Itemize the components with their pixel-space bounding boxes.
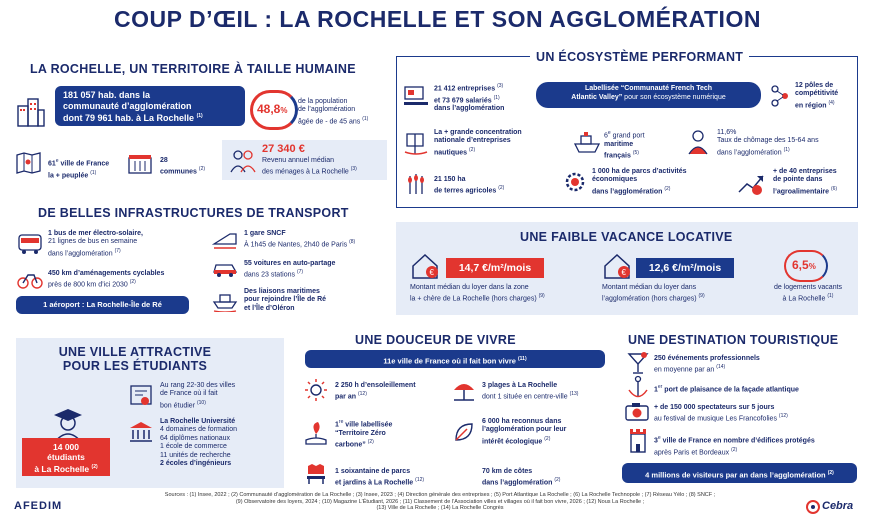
parcs-jardins-label: 1 soixantaine de parcs et jardins à La Rochelle $^{(12)}$ bbox=[335, 468, 425, 487]
edifices-label: 3e ville de France en nombre d’édifices protégés après Paris et Bordeaux $^{(2)}$ bbox=[654, 435, 815, 457]
zero-carbone-label: 1re ville labellisée “Territoire Zéro carbone” $^{(2)}$ bbox=[335, 419, 393, 449]
loyer2-label: Montant médian du loyer dans l’agglomération (hors charges) $^{(9)}$ bbox=[602, 284, 705, 303]
autopartage-label: 55 voitures en auto-partage dans 23 stations $^{(7)}$ bbox=[244, 260, 336, 279]
vacance-heading: UNE FAIBLE VACANCE LOCATIVE bbox=[520, 230, 733, 244]
vacance-value: 6,5% bbox=[792, 258, 816, 272]
pop-line-1: 181 057 hab. dans la bbox=[63, 90, 151, 100]
soleil-label: 2 250 h d’ensoleillement par an $^{(12)}$ bbox=[335, 382, 416, 401]
wheat-icon bbox=[403, 172, 429, 201]
network-icon bbox=[769, 84, 791, 113]
pop-line-3: dont 79 961 hab. à La Rochelle bbox=[63, 113, 195, 123]
revenu-label: Revenu annuel médian des ménages à La Rochelle $^{(3)}$ bbox=[262, 157, 357, 176]
port-label: 6e grand port maritime français $^{(5)}$ bbox=[604, 130, 645, 160]
tower-icon bbox=[626, 426, 650, 459]
ship-icon bbox=[573, 130, 601, 159]
university-icon bbox=[128, 420, 154, 449]
rank-label: 61e ville de France la + peuplée $^{(1)}$ bbox=[48, 158, 110, 180]
pct-value: 48,8% bbox=[257, 102, 288, 116]
entreprises-label: 21 412 entreprises $^{(3)}$ et 73 679 salariés $^{(1)}$ dans l’agglomération bbox=[434, 83, 505, 113]
leaf-icon bbox=[452, 420, 476, 449]
bicycle-icon bbox=[17, 270, 43, 295]
agricoles-label: 21 150 ha de terres agricoles $^{(2)}$ bbox=[434, 176, 505, 195]
pop-line-2: communauté d’agglomération bbox=[63, 100, 192, 111]
bus-icon bbox=[17, 232, 43, 261]
douceur-heading: UNE DOUCEUR DE VIVRE bbox=[355, 333, 516, 347]
nautiques-label: La + grande concentration nationale d’entreprises nautiques $^{(2)}$ bbox=[434, 129, 522, 157]
evenements-label: 250 événements professionnels en moyenne par an $^{(14)}$ bbox=[654, 355, 760, 374]
sun-icon bbox=[304, 378, 328, 407]
ecologique-label: 6 000 ha reconnus dans l’agglomération pour leur intérêt écologique $^{(2)}$ bbox=[482, 418, 567, 446]
velo-label: 450 km d’aménagements cyclables près de 800 km d’ici 2030 $^{(2)}$ bbox=[48, 270, 165, 289]
etudiants-count: 14 000 étudiants à La Rochelle $^{(2)}$ bbox=[22, 438, 110, 476]
sailboat-icon bbox=[403, 130, 429, 161]
ecosysteme-heading: UN ÉCOSYSTÈME PERFORMANT bbox=[530, 50, 749, 64]
population-box bbox=[55, 86, 245, 126]
svg-text:€: € bbox=[621, 268, 626, 277]
map-icon bbox=[16, 152, 42, 179]
office-icon bbox=[403, 84, 429, 115]
aeroport-badge: 1 aéroport : La Rochelle-Île de Ré bbox=[16, 296, 189, 314]
bus-label: 1 bus de mer électro-solaire, 21 lignes de bus en semaine dans l’agglomération $^{(7)}$ bbox=[48, 230, 143, 258]
pct-label: de la population de l’agglomération âgée de - de 45 ans $^{(1)}$ bbox=[298, 98, 369, 126]
ferry-icon bbox=[212, 290, 238, 317]
visiteurs-badge: 4 millions de visiteurs par an dans l’agglomération $^{(2)}$ bbox=[622, 463, 857, 483]
growth-chart-icon bbox=[737, 172, 765, 201]
buildings-icon bbox=[16, 96, 46, 133]
communes-label: 28 communes $^{(2)}$ bbox=[160, 157, 206, 176]
territoire-heading: LA ROCHELLE, UN TERRITOIRE À TAILLE HUMAINE bbox=[30, 62, 356, 76]
town-hall-icon bbox=[127, 152, 153, 179]
loyer2-value: 12,6 €/m²/mois bbox=[636, 258, 734, 278]
francofolies-label: + de 150 000 spectateurs sur 5 jours au festival de musique Les Francofolies $^{(12)}$ bbox=[654, 404, 788, 423]
hand-plant-icon bbox=[304, 420, 328, 451]
vacance-label: de logements vacants à La Rochelle $^{(1)}$ bbox=[773, 284, 843, 303]
train-icon bbox=[212, 230, 238, 255]
tourisme-heading: UNE DESTINATION TOURISTIQUE bbox=[628, 333, 839, 347]
page-title: COUP D’ŒIL : LA ROCHELLE ET SON AGGLOMÉRATION bbox=[114, 6, 761, 32]
gare-label: 1 gare SNCF À 1h45 de Nantes, 2h40 de Paris $^{(8)}$ bbox=[244, 230, 356, 249]
pop-ref: (1) bbox=[196, 113, 203, 119]
worker-icon bbox=[686, 128, 710, 161]
etudiants-heading: UNE VILLE ATTRACTIVE POUR LES ÉTUDIANTS bbox=[58, 345, 212, 373]
cebra-logo: Cebra bbox=[822, 500, 854, 512]
maritime-label: Des liaisons maritimes pour rejoindre l’Île de Ré et l’Île d’Oléron bbox=[244, 288, 327, 312]
house-euro-icon-2 bbox=[602, 252, 632, 285]
cotes-label: 70 km de côtes dans l’agglomération $^{(2)}$ bbox=[482, 468, 561, 487]
car-icon bbox=[212, 258, 238, 283]
french-tech-box: Labellisée “Communauté French Tech Atlantic Valley” pour son écosystème numérique bbox=[536, 82, 761, 108]
certificate-icon bbox=[128, 383, 154, 414]
house-euro-icon bbox=[410, 252, 440, 285]
cebra-logo-icon bbox=[806, 500, 822, 519]
transport-heading: DE BELLES INFRASTRUCTURES DE TRANSPORT bbox=[38, 206, 349, 220]
agro-label: + de 40 entreprises de pointe dans l’agroalimentaire $^{(6)}$ bbox=[773, 168, 838, 196]
revenu-value: 27 340 € bbox=[262, 143, 305, 155]
parcs-activites-label: 1 000 ha de parcs d’activités économiques dans l’agglomération $^{(2)}$ bbox=[592, 168, 687, 196]
park-bench-icon bbox=[304, 462, 328, 491]
bon-vivre-banner: 11e ville de France où il fait bon vivre $^{(11)}$ bbox=[305, 350, 605, 368]
gear-icon bbox=[563, 170, 587, 199]
loyer1-label: Montant médian du loyer dans la zone la + chère de La Rochelle (hors charges) $^{(9)}$ bbox=[410, 284, 545, 303]
beach-umbrella-icon bbox=[452, 378, 476, 407]
svg-text:€: € bbox=[429, 268, 434, 277]
chomage-label: 11,6% Taux de chômage des 15-64 ans dans l’agglomération $^{(1)}$ bbox=[717, 129, 819, 157]
afedim-logo: AFEDIM bbox=[14, 500, 63, 512]
plages-label: 3 plages à La Rochelle dont 1 située en centre-ville $^{(13)}$ bbox=[482, 382, 579, 401]
sources: Sources : (1) Insee, 2022 ; (2) Communauté d’agglomération de La Rochelle ; (3) Insee, 2023 ; (4) Direction générale des entreprises ; (5) Port Atlantique La Rochelle ; (6) La Rochelle Technopole ; (7) Réseau Yélo ; (8) SNCF ; (9) Observatoire des loyers, 2024 ; (10) Magazine L’Étudiant, 2026 ; (11) Classement de l’Association villes et villages où il fait bon vivre, 2026 ; (12) Nous La Rochelle ; (13) Ville de La Rochelle ; (14) La Rochelle Congrès bbox=[164, 492, 716, 512]
camera-icon bbox=[624, 400, 650, 427]
rang-label: Au rang 22-30 des villes de France où il fait bon étudier $^{(10)}$ bbox=[160, 382, 236, 410]
family-icon bbox=[229, 148, 257, 179]
universite-label: La Rochelle Université 4 domaines de formation 64 diplômes nationaux 1 école de commerce 11 unités de recherche 2 écoles d’ingénieurs bbox=[160, 418, 238, 468]
poles-label: 12 pôles de compétitivité en région $^{(4)}$ bbox=[795, 82, 839, 110]
loyer1-value: 14,7 €/m²/mois bbox=[446, 258, 544, 278]
port-plaisance-label: 1er port de plaisance de la façade atlantique bbox=[654, 384, 799, 394]
